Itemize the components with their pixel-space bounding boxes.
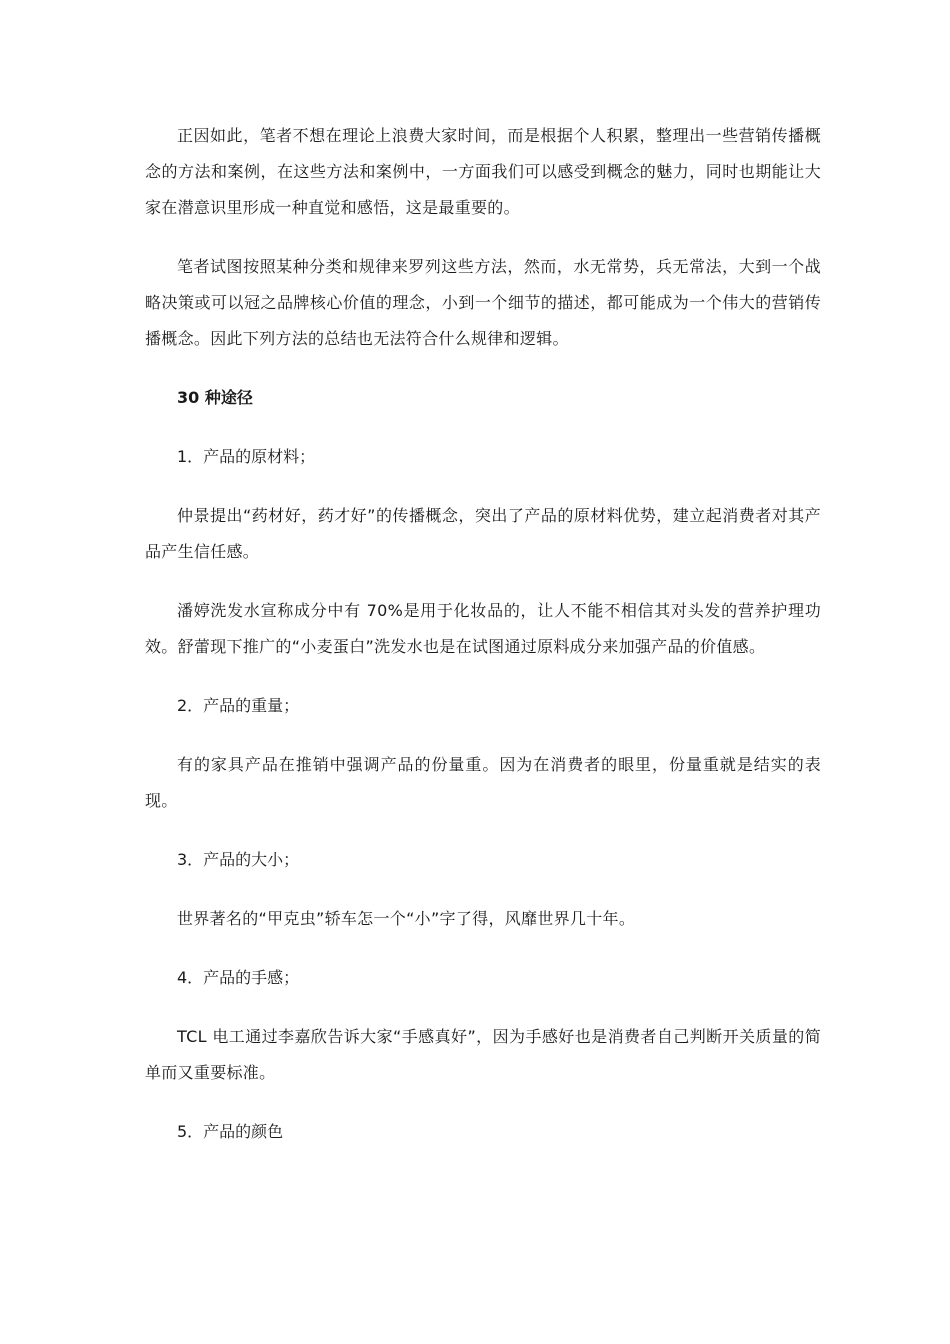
- list-item-5: 5．产品的颜色: [177, 1122, 284, 1141]
- list-item-1: 1．产品的原材料；: [177, 447, 316, 466]
- list-item-2: 2．产品的重量；: [177, 696, 300, 715]
- paragraph-item-4: TCL 电工通过李嘉欣告诉大家“手感真好”，因为手感好也是消费者自己判断开关质量的简单而又重要标准。: [145, 1027, 821, 1082]
- paragraph-method: 笔者试图按照某种分类和规律来罗列这些方法，然而，水无常势，兵无常法，大到一个战略决策或可以冠之品牌核心价值的理念，小到一个细节的描述，都可能成为一个伟大的营销传播概念。因此下列方法的总结也无法符合什么规律和逻辑。: [145, 257, 821, 348]
- document-body: [145, 118, 821, 1173]
- paragraph-intro: 正因如此，笔者不想在理论上浪费大家时间，而是根据个人积累，整理出一些营销传播概念的方法和案例，在这些方法和案例中，一方面我们可以感受到概念的魅力，同时也期能让大家在潜意识里形成一种直觉和感悟，这是最重要的。: [145, 126, 821, 217]
- list-item-3: 3．产品的大小；: [177, 850, 300, 869]
- paragraph-item-3: 世界著名的“甲克虫”轿车怎一个“小”字了得，风靡世界几十年。: [177, 909, 636, 928]
- paragraph-item-1a: 仲景提出“药材好，药才好”的传播概念，突出了产品的原材料优势，建立起消费者对其产品产生信任感。: [145, 506, 821, 561]
- list-item-4: 4．产品的手感；: [177, 968, 300, 987]
- section-heading: 30 种途径: [177, 388, 253, 407]
- paragraph-item-2: 有的家具产品在推销中强调产品的份量重。因为在消费者的眼里，份量重就是结实的表现。: [145, 755, 821, 810]
- paragraph-item-1b: 潘婷洗发水宣称成分中有 70%是用于化妆品的，让人不能不相信其对头发的营养护理功效。舒蕾现下推广的“小麦蛋白”洗发水也是在试图通过原料成分来加强产品的价值感。: [145, 601, 821, 656]
